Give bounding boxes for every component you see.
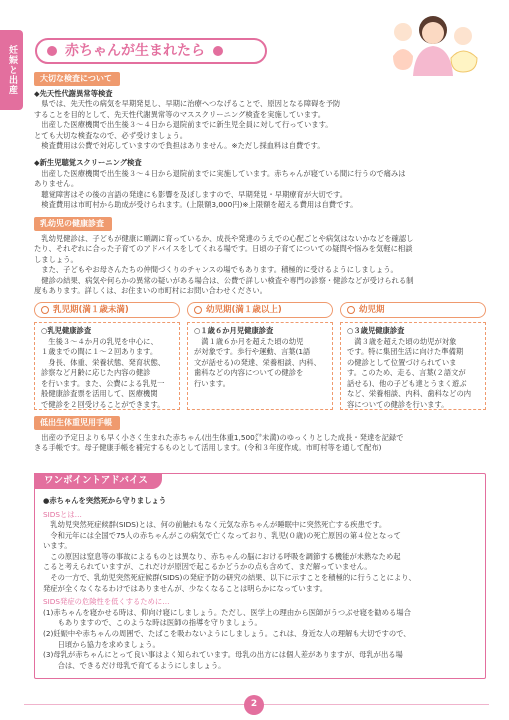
checkup-card (34, 302, 180, 410)
risk-body (43, 608, 475, 671)
card-line: です。特に集団生活に向けた準備期 (347, 347, 464, 357)
card-title: ○３歳児健康診査 (347, 326, 405, 336)
onepoint-header: ワンポイントアドバイス (34, 473, 162, 489)
card-body (340, 322, 486, 410)
checkup-body (34, 234, 486, 297)
card-line: １歳までの間に１～２回あります。 (41, 347, 158, 357)
card-line: 容についての健診を行います。 (347, 400, 449, 410)
body-line: 聴覚障害はその後の言語の発達にも影響を及ぼしますので、早期発見・早期療育が大切です。 (34, 189, 348, 199)
card-line: が対象です。歩行や運動、言葉(1語 (194, 347, 311, 357)
body-line: 検査費用は市町村から助成が受けられます。(上限額3,000円)※上限額を超える費用は自費です。 (34, 200, 358, 210)
card-line: 満１歳６か月を超えた頃の幼児 (194, 336, 304, 346)
body-line: 合は、できるだけ母乳で育てるようにしましょう。 (43, 660, 226, 670)
body-line: 健診の結果、病気や何らかの異常の疑いがある場合は、公費で詳しい検査や専門の診察・健診などが受けられる制 (34, 275, 414, 285)
body-line: 検査費用は公費で対応していますので負担はありません。※ただし採血料は自費です。 (34, 141, 325, 151)
card-header (34, 302, 180, 318)
body-line: 出産した医療機関で出生後３～４日から退院前までに新生児全員に対して行っています。 (34, 120, 333, 130)
body-line: 県では、先天性の病気を早期発見し、早期に治療へつなげることで、原因となる障碍を予防 (34, 99, 341, 109)
body-line: この原因は窒息等の事故によるものとは異なり、赤ちゃんの脳における呼吸を調節する機能が未熟なため起 (43, 551, 401, 561)
body-line: (2)妊娠中や赤ちゃんの周囲で、たばこを吸わないようにしましょう。これは、身近な人の理解も大切ですので、 (43, 628, 411, 638)
body-line: 発症が全くなくなるわけではありませんが、少なくなることは明らかになっています。 (43, 583, 327, 593)
sids-body (43, 520, 475, 594)
body-line: その一方で、乳幼児突然死症候群(SIDS)の発症予防の研究の結果、以下に示すことを積極的に行うことにより、 (43, 573, 416, 583)
body-line: (1)赤ちゃんを寝かせる時は、仰向け寝にしましょう。ただし、医学上の理由から医師がうつぶせ寝を勧める場合 (43, 607, 411, 617)
checkup-card (340, 302, 486, 410)
onepoint-advice-box (34, 473, 486, 679)
circle-icon (194, 306, 202, 314)
card-line: など、栄養相談、内科、歯科などの内 (347, 389, 472, 399)
body-line: 乳幼児健診は、子どもが健康に順調に育っているか、成長や発達のうえでの心配ごとや病気はないかなどを確認し (34, 233, 414, 243)
lowbirth-body (34, 433, 486, 454)
risk-label: SIDS発症の危険性を低くするために… (43, 597, 170, 607)
main-content (34, 72, 486, 454)
body-line: ありません。 (34, 179, 79, 189)
card-line: 般健康診査票を活用して、医療機関 (41, 389, 158, 399)
body-line: 度もあります。詳しくは、お住まいの市町村にお問い合わせください。 (34, 286, 267, 296)
card-line: の健診として位置づけられていま (347, 357, 457, 367)
card-line: 満３歳を超えた頃の幼児が対象 (347, 336, 457, 346)
body-line: 出産の予定日よりも早く小さく生まれた赤ちゃん(出生体重1,500㌘未満)のゆっくりとした成長・発達を記録で (34, 432, 404, 442)
checkup-card (187, 302, 333, 410)
circle-icon (213, 46, 223, 56)
test-item-title: ◆先天性代謝異常等検査 (34, 88, 113, 98)
circle-icon (41, 306, 49, 314)
card-header-label: 幼児期 (359, 304, 385, 315)
body-line: (3)母乳が赤ちゃんにとって良い事はよく知られています。母乳の出方には個人差がありますが、母乳が出る場 (43, 650, 403, 660)
card-title: ○乳児健康診査 (41, 326, 92, 336)
card-line: 診察など月齢に応じた内容の健診 (41, 368, 151, 378)
body-line: たり、それぞれに合った子育てのアドバイスをしてくれる場です。日頃の子育てについての疑問や悩みを気軽に相談 (34, 244, 413, 254)
card-line: で健診を２回受けることができます。 (41, 400, 165, 410)
checkup-cards (34, 302, 486, 410)
body-line: 乳幼児突然死症候群(SIDS)とは、何の前触れもなく元気な赤ちゃんが睡眠中に突然死亡する疾患です。 (43, 520, 387, 530)
card-body (34, 322, 180, 410)
card-line: 生後３～４か月の乳児を中心に、 (41, 336, 158, 346)
page-title: 赤ちゃんが生まれたら (65, 42, 205, 59)
body-line: 出産した医療機関で出生後３～４日から退院前までに実施しています。赤ちゃんが寝ている間に行うので痛みは (34, 168, 406, 178)
card-header (187, 302, 333, 318)
onepoint-title: ●赤ちゃんを突然死から守りましょう (43, 496, 167, 505)
card-line: 身長、体重、栄養状態、発育状態、 (41, 357, 166, 367)
mother-baby-illustration (385, 8, 485, 76)
card-line: す。このため、走る、言葉(２語文が (347, 368, 466, 378)
card-line: 文が話せる)の発達、栄養相談、内科、 (194, 357, 321, 367)
section-heading-checkup: 乳幼児の健康診査 (34, 217, 112, 231)
body-line: こると考えられていますが、これだけが原因で起こるかどうかの点も含めて、まだ解っていません。 (43, 562, 372, 572)
body-line: 日頃から協力を求めましょう。 (43, 639, 160, 649)
card-title: ○１歳６か月児健康診査 (194, 326, 274, 336)
circle-icon (47, 46, 57, 56)
card-header (340, 302, 486, 318)
body-line: います。 (43, 541, 72, 551)
circle-icon (347, 306, 355, 314)
body-line: きる手帳です。母子健康手帳を補完するものとして活用します。(令和３年度作成。市町村等を通して配布) (34, 443, 382, 453)
card-line: を行います。また、公費による乳児一 (41, 378, 165, 388)
tests-body (34, 89, 486, 211)
card-line: 行います。 (194, 378, 230, 388)
body-line: しましょう。 (34, 254, 78, 264)
section-heading-tests: 大切な検査について (34, 72, 120, 86)
body-line: 令和元年には全国で75人の赤ちゃんがこの病気で亡くなっており、乳児(０歳)の死亡原因の第４位となって (43, 530, 401, 540)
card-header-label: 幼児期(満１歳以上) (206, 304, 282, 315)
page-title-bar (35, 38, 267, 64)
body-line: もありますので、このような時は医師の指導を守りましょう。 (43, 618, 262, 628)
side-tab: 妊娠と出産 (0, 30, 23, 110)
body-line: することを目的として、先天性代謝異常等のマススクリーニング検査を実施しています。 (34, 109, 325, 119)
test-item-title: ◆新生児聴覚スクリーニング検査 (34, 158, 142, 168)
card-header-label: 乳児期(満１歳未満) (53, 304, 129, 315)
sids-label: SIDSとは… (43, 509, 82, 519)
page-number: 2 (244, 695, 264, 715)
card-line: 歯科などの内容についての健診を (194, 368, 304, 378)
body-line: とても大切な検査なので、必ず受けましょう。 (34, 130, 188, 140)
card-line: 話せる)、他の子ども達とうまく遊ぶ (347, 378, 467, 388)
card-body (187, 322, 333, 410)
section-heading-lowbirth: 低出生体重児用手帳 (34, 416, 120, 430)
body-line: また、子どもやお母さんたちの仲間づくりのチャンスの場でもあります。積極的に受けるようにしましょう。 (34, 265, 398, 275)
